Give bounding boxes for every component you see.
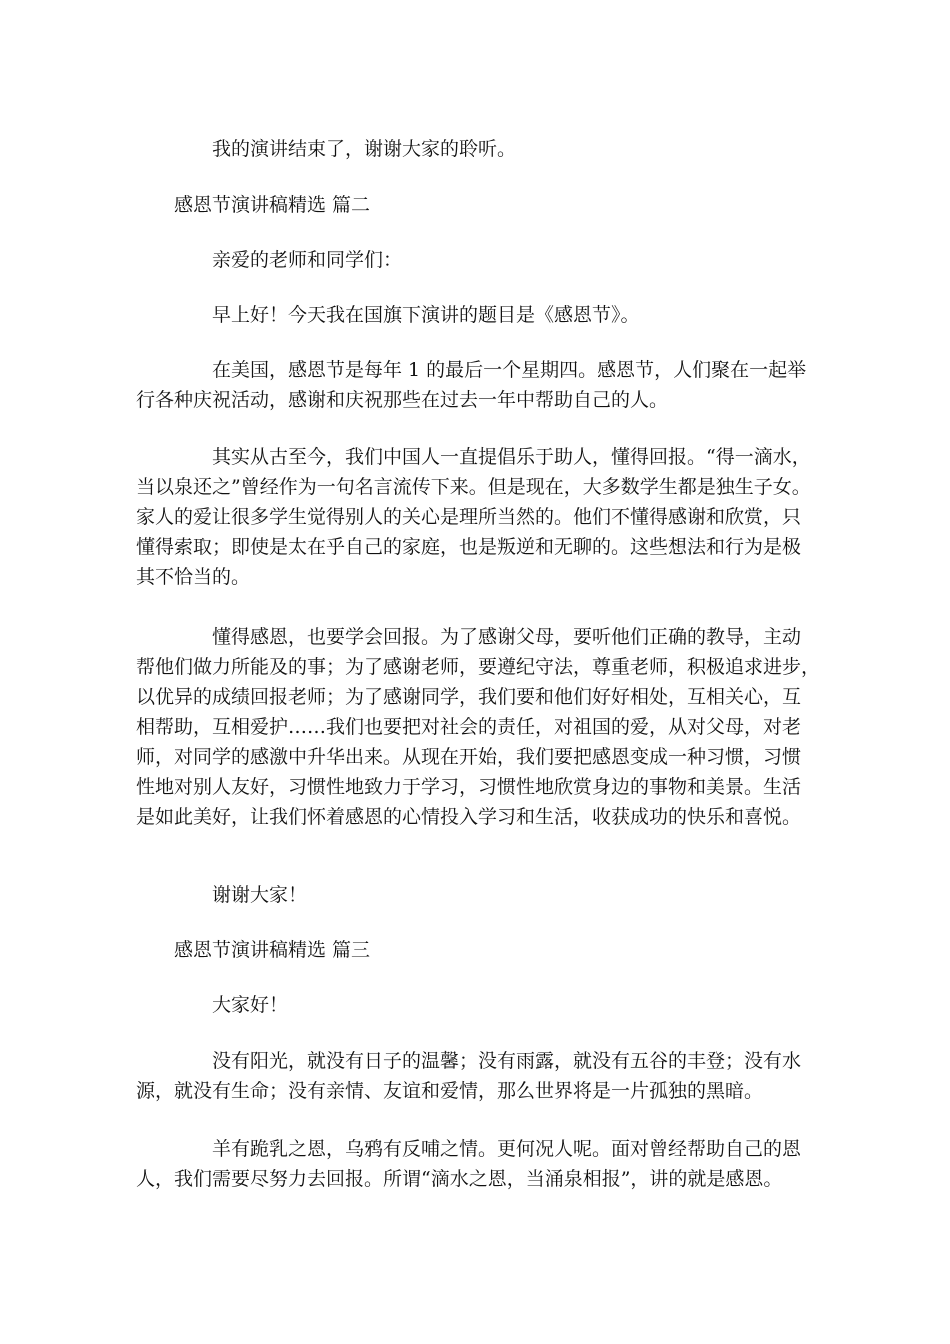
text-line: 谢谢大家！: [212, 884, 308, 906]
paragraph-lamb: [136, 1134, 816, 1194]
text-line: 以优异的成绩回报老师；为了感谢同学，我们要和他们好好相处，互相关心，互: [136, 686, 802, 708]
text-line: 家人的爱让很多学生觉得别人的关心是理所当然的。他们不懂得感谢和欣赏，只: [136, 506, 802, 528]
text-line: 我的演讲结束了，谢谢大家的聆听。: [212, 138, 517, 160]
paragraph-salutation: [136, 245, 892, 275]
text-line: 其实从古至今，我们中国人一直提倡乐于助人，懂得回报。“得一滴水，: [212, 446, 811, 468]
text-line: 师，对同学的感激中升华出来。从现在开始，我们要把感恩变成一种习惯，习惯: [136, 746, 802, 768]
text-line: 羊有跪乳之恩，乌鸦有反哺之情。更何况人呢。面对曾经帮助自己的恩: [212, 1138, 802, 1160]
paragraph-america: [136, 355, 816, 415]
heading-text: 感恩节演讲稿精选 篇二: [174, 194, 371, 216]
heading-text: 感恩节演讲稿精选 篇三: [174, 939, 371, 961]
paragraph-hello: [136, 990, 892, 1020]
paragraph-greeting: [136, 300, 892, 330]
paragraph-thanks: [136, 880, 892, 910]
text-line: 帮他们做力所能及的事；为了感谢老师，要遵纪守法，尊重老师，积极追求进步，: [136, 656, 821, 678]
paragraph-closing: [136, 134, 892, 164]
paragraph-gratitude: [136, 622, 821, 832]
text-line: 当以泉还之”曾经作为一句名言流传下来。但是现在，大多数学生都是独生子女。: [136, 476, 811, 498]
text-line: 没有阳光，就没有日子的温馨；没有雨露，就没有五谷的丰登；没有水: [212, 1050, 802, 1072]
text-line: 在美国，感恩节是每年 1 的最后一个星期四。感恩节，人们聚在一起举: [212, 359, 807, 381]
section-heading-part-three: [136, 935, 854, 965]
text-line: 大家好！: [212, 994, 289, 1016]
text-line: 源，就没有生命；没有亲情、友谊和爱情，那么世界将是一片孤独的黑暗。: [136, 1080, 764, 1102]
text-line: 懂得索取；即使是太在乎自己的家庭，也是叛逆和无聊的。这些想法和行为是极: [136, 536, 802, 558]
text-line: 是如此美好，让我们怀着感恩的心情投入学习和生活，收获成功的快乐和喜悦。: [136, 806, 802, 828]
text-line: 其不恰当的。: [136, 566, 251, 588]
text-line: 行各种庆祝活动，感谢和庆祝那些在过去一年中帮助自己的人。: [136, 389, 669, 411]
section-heading-part-two: [136, 190, 854, 220]
text-line: 懂得感恩，也要学会回报。为了感谢父母，要听他们正确的教导，主动: [212, 626, 802, 648]
text-line: 相帮助，互相爱护……我们也要把对社会的责任，对祖国的爱，从对父母，对老: [136, 716, 802, 738]
text-line: 早上好！今天我在国旗下演讲的题目是《感恩节》。: [212, 304, 640, 326]
paragraph-tradition: [136, 442, 816, 592]
paragraph-sunshine: [136, 1046, 816, 1106]
text-line: 亲爱的老师和同学们：: [212, 249, 403, 271]
text-line: 人，我们需要尽努力去回报。所谓“滴水之恩，当涌泉相报”，讲的就是感恩。: [136, 1168, 783, 1190]
text-line: 性地对别人友好，习惯性地致力于学习，习惯性地欣赏身边的事物和美景。生活: [136, 776, 802, 798]
